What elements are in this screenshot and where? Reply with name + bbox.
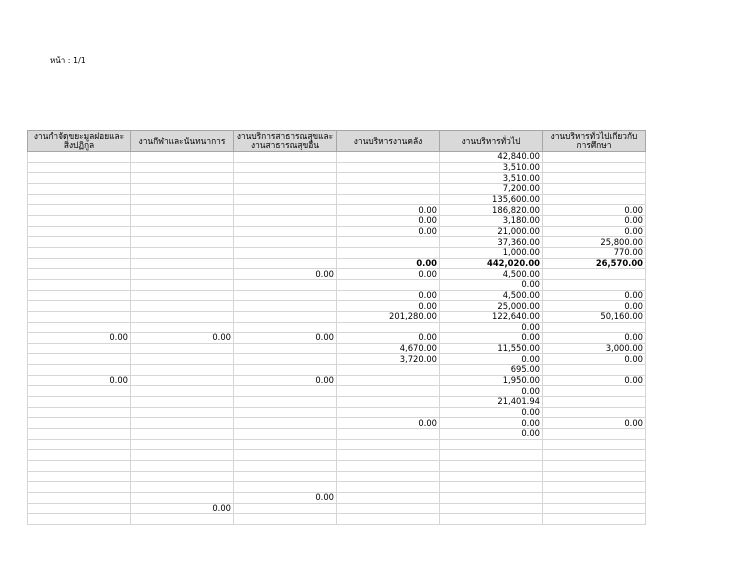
table-cell xyxy=(543,514,646,525)
table-row xyxy=(28,514,646,525)
table-row xyxy=(28,226,646,237)
column-header-finance-admin: งานบริหารงานคลัง xyxy=(337,131,440,152)
table-cell xyxy=(440,482,543,493)
table-row xyxy=(28,301,646,312)
table-cell: 3,720.00 xyxy=(337,354,440,365)
table-cell xyxy=(440,493,543,504)
table-cell xyxy=(28,429,131,440)
table-cell xyxy=(337,493,440,504)
table-cell xyxy=(234,322,337,333)
table-cell xyxy=(337,514,440,525)
table-cell: 25,800.00 xyxy=(543,237,646,248)
table-cell xyxy=(28,461,131,472)
table-cell xyxy=(131,301,234,312)
table-cell xyxy=(234,258,337,269)
table-cell xyxy=(543,269,646,280)
table-cell: 0.00 xyxy=(337,290,440,301)
table-cell: 50,160.00 xyxy=(543,311,646,322)
table-row xyxy=(28,322,646,333)
table-cell xyxy=(337,162,440,173)
table-cell xyxy=(28,482,131,493)
table-cell xyxy=(543,183,646,194)
table-cell xyxy=(234,407,337,418)
table-cell xyxy=(28,386,131,397)
table-cell: 0.00 xyxy=(28,333,131,344)
table-cell xyxy=(234,386,337,397)
table-row xyxy=(28,471,646,482)
table-cell: 0.00 xyxy=(440,279,543,290)
table-cell xyxy=(234,450,337,461)
table-cell: 0.00 xyxy=(337,258,440,269)
table-cell xyxy=(28,471,131,482)
table-cell xyxy=(131,237,234,248)
table-cell: 0.00 xyxy=(440,322,543,333)
table-cell: 0.00 xyxy=(543,375,646,386)
table-row xyxy=(28,311,646,322)
table-cell xyxy=(337,482,440,493)
table-cell xyxy=(28,407,131,418)
table-cell xyxy=(131,493,234,504)
table-cell xyxy=(28,514,131,525)
table-cell xyxy=(28,418,131,429)
table-cell: 0.00 xyxy=(543,205,646,216)
table-cell xyxy=(337,375,440,386)
table-cell xyxy=(28,226,131,237)
table-cell: 0.00 xyxy=(543,215,646,226)
table-cell xyxy=(543,386,646,397)
table-cell xyxy=(28,173,131,184)
column-header-sports-recreation: งานกีฬาและนันทนาการ xyxy=(131,131,234,152)
table-cell xyxy=(131,226,234,237)
table-cell xyxy=(234,194,337,205)
table-cell xyxy=(28,258,131,269)
table-cell: 4,500.00 xyxy=(440,290,543,301)
table-cell xyxy=(28,247,131,258)
table-row xyxy=(28,194,646,205)
table-cell xyxy=(337,152,440,163)
table-row xyxy=(28,503,646,514)
table-cell xyxy=(234,461,337,472)
table-cell: 1,950.00 xyxy=(440,375,543,386)
table-row xyxy=(28,152,646,163)
table-cell xyxy=(234,183,337,194)
table-cell xyxy=(131,205,234,216)
table-cell xyxy=(234,311,337,322)
table-cell xyxy=(131,247,234,258)
table-cell: 0.00 xyxy=(234,333,337,344)
table-cell xyxy=(234,301,337,312)
table-cell: 0.00 xyxy=(337,226,440,237)
table-cell xyxy=(440,514,543,525)
table-cell: 0.00 xyxy=(440,418,543,429)
table-cell xyxy=(337,237,440,248)
table-cell xyxy=(337,194,440,205)
table-cell: 0.00 xyxy=(131,333,234,344)
table-cell xyxy=(131,152,234,163)
table-cell xyxy=(337,429,440,440)
table-row xyxy=(28,418,646,429)
table-cell: 37,360.00 xyxy=(440,237,543,248)
column-header-general-admin: งานบริหารทั่วไป xyxy=(440,131,543,152)
table-cell: 42,840.00 xyxy=(440,152,543,163)
table-cell xyxy=(131,215,234,226)
table-cell xyxy=(337,397,440,408)
table-row xyxy=(28,365,646,376)
table-cell xyxy=(543,322,646,333)
table-cell xyxy=(234,514,337,525)
table-cell xyxy=(337,450,440,461)
table-row xyxy=(28,439,646,450)
table-row xyxy=(28,450,646,461)
table-cell xyxy=(337,386,440,397)
table-cell xyxy=(28,365,131,376)
table-cell xyxy=(543,407,646,418)
table-cell xyxy=(543,162,646,173)
table-cell xyxy=(234,471,337,482)
table-cell xyxy=(131,418,234,429)
table-cell xyxy=(543,429,646,440)
table-cell xyxy=(234,439,337,450)
table-cell: 0.00 xyxy=(337,333,440,344)
table-cell xyxy=(440,439,543,450)
table-row xyxy=(28,397,646,408)
table-cell xyxy=(131,322,234,333)
table-cell xyxy=(131,183,234,194)
table-cell xyxy=(543,450,646,461)
table-row xyxy=(28,461,646,472)
table-row xyxy=(28,237,646,248)
table-cell xyxy=(28,279,131,290)
table-cell xyxy=(337,183,440,194)
table-row xyxy=(28,493,646,504)
table-cell xyxy=(28,205,131,216)
table-cell: 11,550.00 xyxy=(440,343,543,354)
table-cell xyxy=(234,482,337,493)
table-cell xyxy=(28,450,131,461)
table-cell xyxy=(131,514,234,525)
table-cell: 25,000.00 xyxy=(440,301,543,312)
table-cell: 3,180.00 xyxy=(440,215,543,226)
table-cell: 21,000.00 xyxy=(440,226,543,237)
table-cell: 770.00 xyxy=(543,247,646,258)
table-cell xyxy=(131,375,234,386)
table-cell xyxy=(440,471,543,482)
table-cell xyxy=(28,269,131,280)
table-cell xyxy=(28,354,131,365)
table-cell xyxy=(543,493,646,504)
table-cell xyxy=(131,194,234,205)
table-cell xyxy=(234,237,337,248)
table-row xyxy=(28,386,646,397)
table-cell: 0.00 xyxy=(28,375,131,386)
table-cell xyxy=(131,439,234,450)
table-cell xyxy=(543,365,646,376)
table-header-row xyxy=(28,131,646,152)
table-cell xyxy=(28,194,131,205)
table-row xyxy=(28,269,646,280)
table-cell xyxy=(234,418,337,429)
table-cell xyxy=(337,471,440,482)
table-cell xyxy=(131,450,234,461)
table-cell xyxy=(28,290,131,301)
table-cell: 0.00 xyxy=(543,354,646,365)
table-cell xyxy=(234,354,337,365)
table-cell xyxy=(543,471,646,482)
table-cell: 0.00 xyxy=(543,333,646,344)
table-cell xyxy=(234,162,337,173)
table-row xyxy=(28,429,646,440)
table-cell: 1,000.00 xyxy=(440,247,543,258)
table-cell xyxy=(440,461,543,472)
table-cell xyxy=(131,290,234,301)
table-cell xyxy=(234,343,337,354)
table-cell: 3,000.00 xyxy=(543,343,646,354)
table-cell: 695.00 xyxy=(440,365,543,376)
table-cell: 7,200.00 xyxy=(440,183,543,194)
table-cell xyxy=(543,503,646,514)
table-cell: 21,401.94 xyxy=(440,397,543,408)
table-cell xyxy=(131,386,234,397)
table-cell xyxy=(543,279,646,290)
table-cell xyxy=(337,279,440,290)
table-cell xyxy=(131,397,234,408)
table-cell xyxy=(234,205,337,216)
table-cell xyxy=(337,503,440,514)
table-cell xyxy=(543,152,646,163)
table-cell xyxy=(28,183,131,194)
table-cell xyxy=(28,237,131,248)
table-cell xyxy=(337,173,440,184)
page-number-label: หน้า : 1/1 xyxy=(50,56,86,65)
table-cell: 0.00 xyxy=(337,301,440,312)
table-cell: 0.00 xyxy=(234,493,337,504)
table-cell xyxy=(28,301,131,312)
table-cell xyxy=(234,503,337,514)
table-cell: 0.00 xyxy=(234,375,337,386)
table-row xyxy=(28,482,646,493)
table-row xyxy=(28,279,646,290)
table-cell: 0.00 xyxy=(337,215,440,226)
table-cell xyxy=(234,152,337,163)
table-cell: 442,020.00 xyxy=(440,258,543,269)
table-cell xyxy=(131,482,234,493)
table-row xyxy=(28,354,646,365)
table-cell xyxy=(337,439,440,450)
table-cell: 0.00 xyxy=(337,205,440,216)
table-cell xyxy=(28,439,131,450)
table-cell xyxy=(131,311,234,322)
table-cell xyxy=(543,173,646,184)
table-cell xyxy=(543,397,646,408)
table-row xyxy=(28,375,646,386)
table-cell: 0.00 xyxy=(543,418,646,429)
table-cell: 0.00 xyxy=(337,269,440,280)
table-cell xyxy=(28,322,131,333)
column-header-waste-management: งานกำจัดขยะมูลฝอยและสิ่งปฏิกูล xyxy=(28,131,131,152)
table-cell xyxy=(234,173,337,184)
column-header-public-health: งานบริการสาธารณสุขและงานสาธารณสุขอื่น xyxy=(234,131,337,152)
table-cell: 201,280.00 xyxy=(337,311,440,322)
table-cell xyxy=(28,215,131,226)
table-cell xyxy=(28,503,131,514)
table-cell: 0.00 xyxy=(440,407,543,418)
table-cell: 0.00 xyxy=(131,503,234,514)
table-row xyxy=(28,183,646,194)
table-cell xyxy=(234,290,337,301)
table-cell xyxy=(131,354,234,365)
table-cell xyxy=(543,439,646,450)
table-row xyxy=(28,247,646,258)
table-cell xyxy=(131,365,234,376)
table-cell: 0.00 xyxy=(440,333,543,344)
table-row xyxy=(28,258,646,269)
table-cell xyxy=(131,461,234,472)
table-cell xyxy=(131,471,234,482)
table-cell xyxy=(440,450,543,461)
table-cell xyxy=(440,503,543,514)
table-cell xyxy=(234,429,337,440)
table-row xyxy=(28,162,646,173)
table-cell: 122,640.00 xyxy=(440,311,543,322)
table-cell xyxy=(28,152,131,163)
table-cell xyxy=(234,215,337,226)
table-row xyxy=(28,407,646,418)
table-cell: 3,510.00 xyxy=(440,162,543,173)
table-cell xyxy=(28,311,131,322)
table-cell xyxy=(28,397,131,408)
table-cell: 0.00 xyxy=(440,386,543,397)
table-cell xyxy=(131,429,234,440)
table-cell xyxy=(131,343,234,354)
budget-table xyxy=(27,130,646,525)
table-cell: 0.00 xyxy=(234,269,337,280)
table-cell xyxy=(131,269,234,280)
table-cell xyxy=(337,461,440,472)
table-row xyxy=(28,343,646,354)
table-cell xyxy=(543,482,646,493)
table-cell xyxy=(337,365,440,376)
table-cell: 186,820.00 xyxy=(440,205,543,216)
table-body xyxy=(28,152,646,525)
table-cell: 4,500.00 xyxy=(440,269,543,280)
table-row xyxy=(28,215,646,226)
table-cell xyxy=(543,461,646,472)
table-cell xyxy=(543,194,646,205)
table-cell xyxy=(337,407,440,418)
table-cell: 135,600.00 xyxy=(440,194,543,205)
table-cell: 0.00 xyxy=(543,226,646,237)
table-cell xyxy=(131,258,234,269)
table-cell: 0.00 xyxy=(337,418,440,429)
table-cell xyxy=(337,322,440,333)
table-cell xyxy=(234,365,337,376)
table-cell xyxy=(234,226,337,237)
table-cell xyxy=(234,397,337,408)
table-cell: 26,570.00 xyxy=(543,258,646,269)
table-cell xyxy=(28,493,131,504)
table-row xyxy=(28,173,646,184)
column-header-education-admin: งานบริหารทั่วไปเกี่ยวกับการศึกษา xyxy=(543,131,646,152)
table-cell xyxy=(131,279,234,290)
table-cell: 0.00 xyxy=(543,301,646,312)
table-cell xyxy=(131,407,234,418)
table-cell: 0.00 xyxy=(440,429,543,440)
table-row xyxy=(28,290,646,301)
table-cell xyxy=(28,343,131,354)
table-cell xyxy=(131,173,234,184)
table-cell xyxy=(234,279,337,290)
table-cell xyxy=(337,247,440,258)
table-cell: 4,670.00 xyxy=(337,343,440,354)
table-cell xyxy=(28,162,131,173)
table-cell: 0.00 xyxy=(440,354,543,365)
table-cell xyxy=(131,162,234,173)
table-cell: 0.00 xyxy=(543,290,646,301)
table-row xyxy=(28,333,646,344)
table-row xyxy=(28,205,646,216)
table-cell: 3,510.00 xyxy=(440,173,543,184)
table-cell xyxy=(234,247,337,258)
